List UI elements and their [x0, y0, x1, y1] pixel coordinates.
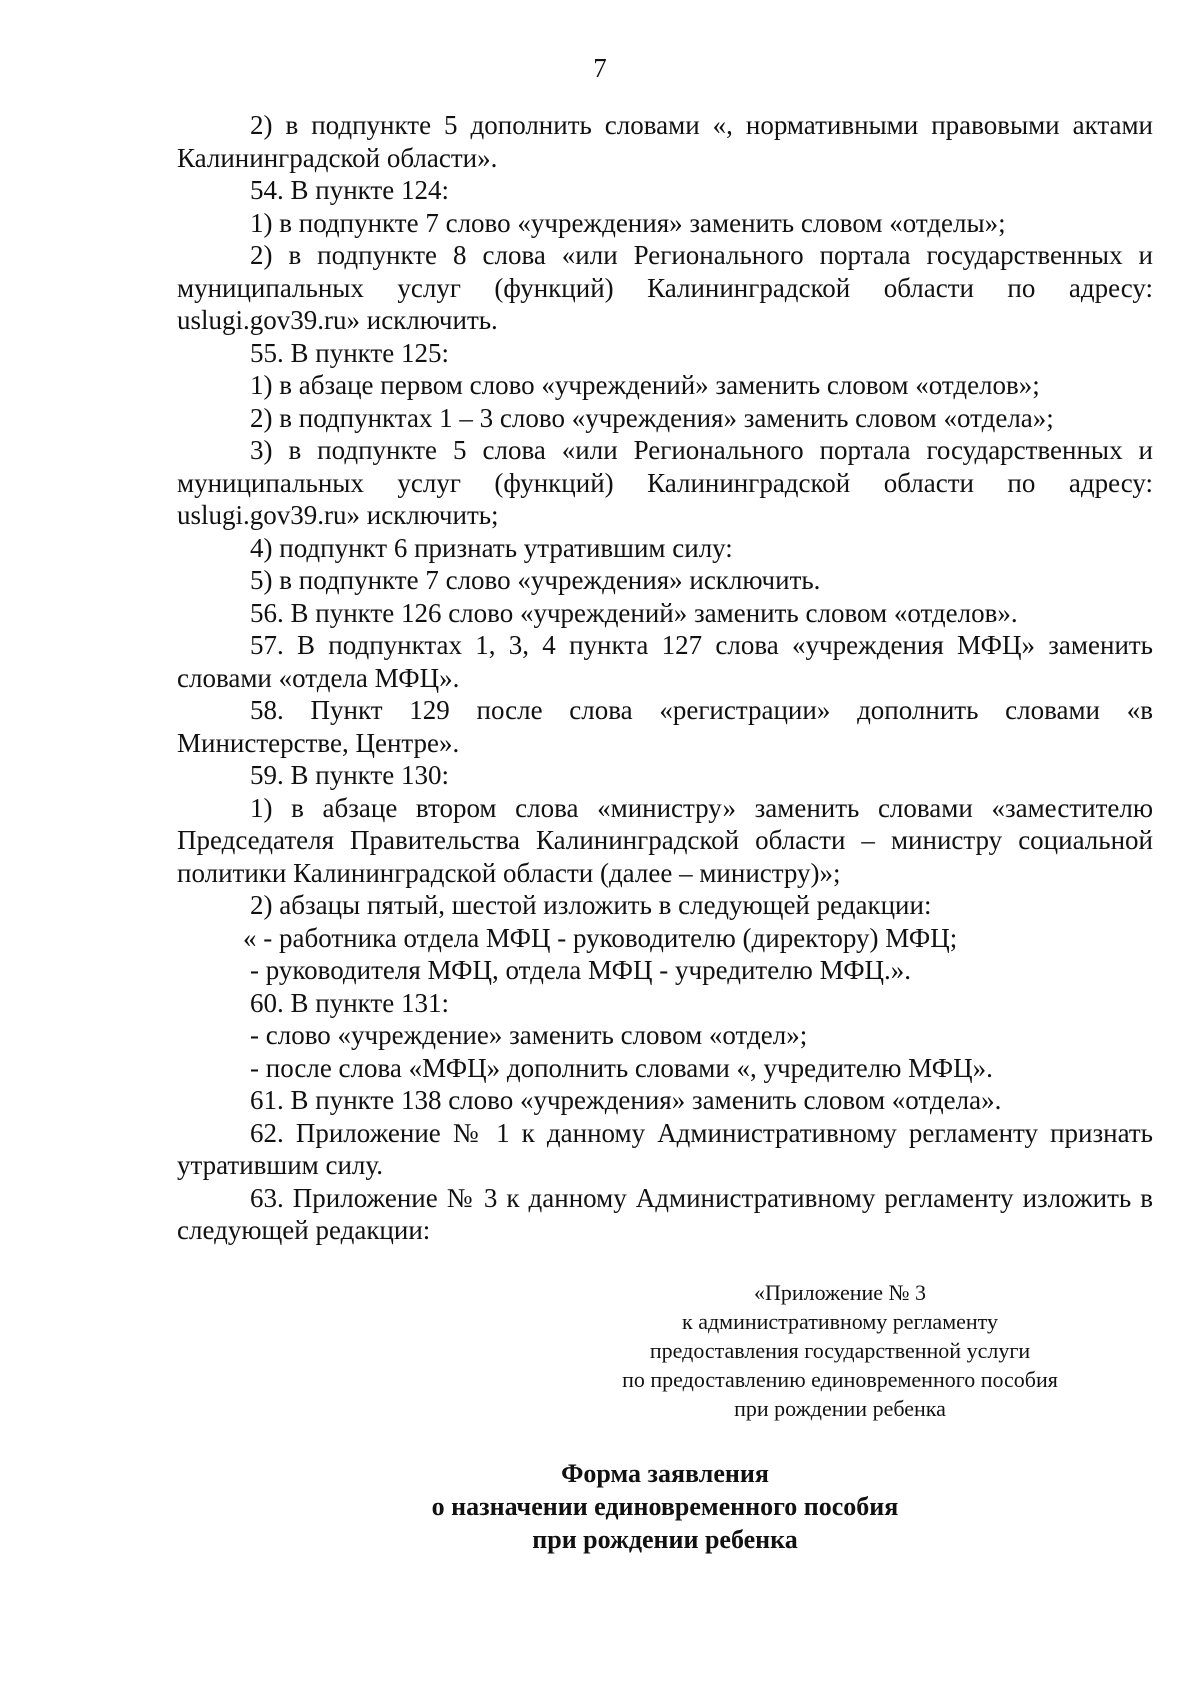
paragraph: 2) в подпункте 8 слова «или Регионального портала государственных и муниципальных услуг (функций) Калининградской области по адресу: uslugi.gov39.ru» исключить. [177, 240, 1153, 335]
appendix-note-line: предоставления государственной услуги [649, 1338, 1031, 1363]
paragraph: 2) в подпункте 5 дополнить словами «, нормативными правовыми актами Калининградской области». [177, 110, 1153, 173]
form-title [177, 1457, 1153, 1556]
appendix-note [560, 1278, 1120, 1423]
document-body [177, 109, 1153, 1247]
paragraph: 2) в подпунктах 1 – 3 слово «учреждения» заменить словом «отдела»; [250, 402, 1054, 433]
paragraph: « - работника отдела МФЦ - руководителю (директору) МФЦ; [243, 922, 958, 953]
paragraph: 61. В пункте 138 слово «учреждения» заменить словом «отдела». [250, 1085, 1002, 1115]
form-title-line: при рождении ребенка [532, 1525, 798, 1554]
paragraph: 1) в абзаце втором слова «министру» заменить словами «заместителю Председателя Правительства Калининградской области – министру социальной политики Калининградской области (далее – министру)»; [177, 792, 1153, 888]
paragraph: 1) в абзаце первом слово «учреждений» заменить словом «отделов»; [250, 370, 1040, 400]
appendix-note-line: при рождении ребенка [734, 1396, 946, 1421]
paragraph: 56. В пункте 126 слово «учреждений» заменить словом «отделов». [250, 597, 1018, 628]
paragraph: - после слова «МФЦ» дополнить словами «, учредителю МФЦ». [250, 1052, 993, 1083]
paragraph: 63. Приложение № 3 к данному Административному регламенту изложить в следующей редакции: [177, 1182, 1153, 1245]
paragraph: - руководителя МФЦ, отдела МФЦ - учредителю МФЦ.». [250, 955, 912, 985]
paragraph: 5) в подпункте 7 слово «учреждения» исключить. [250, 565, 821, 595]
paragraph: 1) в подпункте 7 слово «учреждения» заменить словом «отделы»; [250, 207, 1006, 238]
paragraph: 3) в подпункте 5 слова «или Регионального портала государственных и муниципальных услуг (функций) Калининградской области по адресу: uslugi.gov39.ru» исключить; [177, 435, 1153, 530]
appendix-note-line: к административному регламенту [682, 1309, 998, 1334]
form-title-line: Форма заявления [561, 1459, 769, 1488]
paragraph: 57. В подпунктах 1, 3, 4 пункта 127 слова «учреждения МФЦ» заменить словами «отдела МФЦ». [177, 630, 1153, 693]
paragraph: 4) подпункт 6 признать утратившим силу: [250, 532, 733, 563]
paragraph: 54. В пункте 124: [250, 175, 449, 205]
paragraph: 2) абзацы пятый, шестой изложить в следующей редакции: [250, 890, 932, 920]
paragraph: 60. В пункте 131: [250, 987, 449, 1018]
paragraph: 59. В пункте 130: [250, 760, 449, 790]
page-number: 7 [593, 53, 607, 83]
paragraph: 55. В пункте 125: [250, 337, 449, 368]
paragraph: 58. Пункт 129 после слова «регистрации» дополнить словами «в Министерстве, Центре». [177, 695, 1153, 758]
paragraph: 62. Приложение № 1 к данному Административному регламенту признать утратившим силу. [177, 1117, 1153, 1180]
form-title-line: о назначении единовременного пособия [431, 1492, 899, 1521]
appendix-note-line: по предоставлению единовременного пособия [622, 1367, 1058, 1392]
paragraph: - слово «учреждение» заменить словом «отдел»; [250, 1020, 808, 1050]
appendix-note-line: «Приложение № 3 [753, 1280, 927, 1305]
